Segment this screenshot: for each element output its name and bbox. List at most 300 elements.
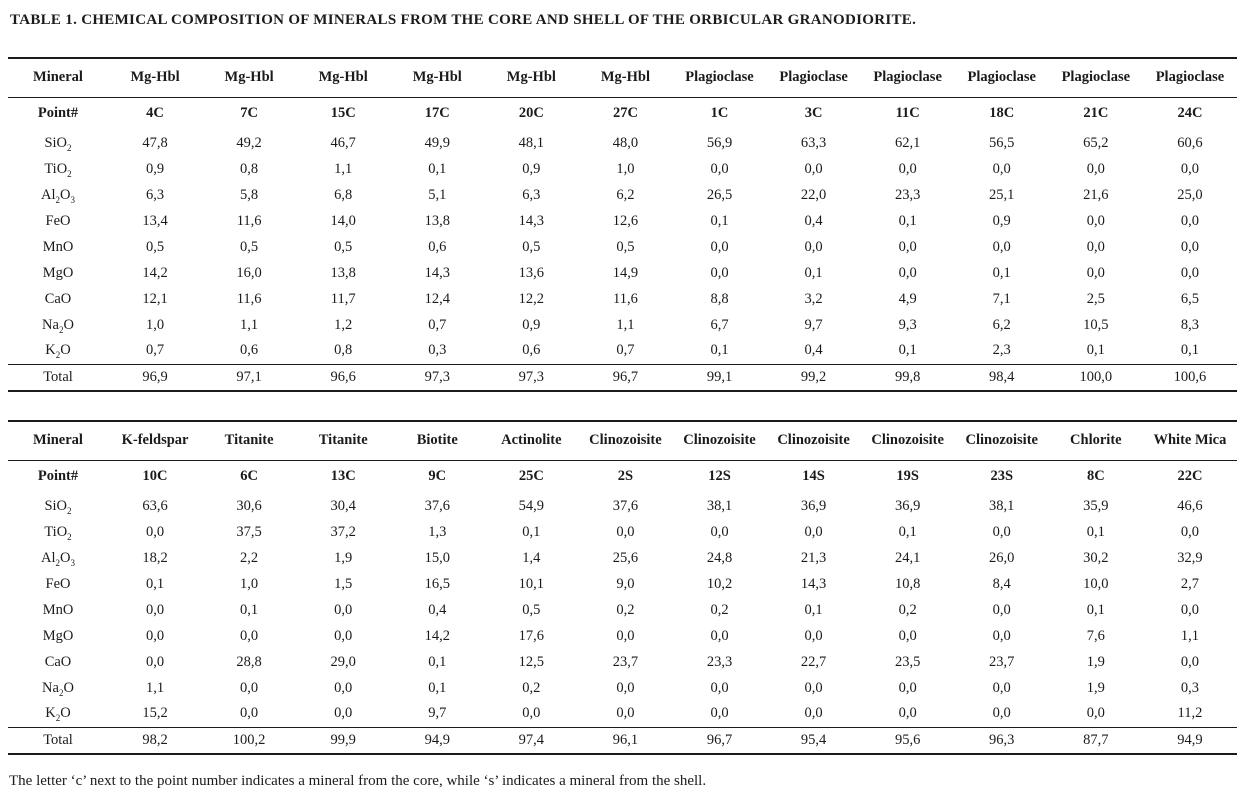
- value-cell: 11,2: [1177, 705, 1203, 722]
- total-row: [8, 364, 1237, 391]
- mineral-name-cell: Mg-Hbl: [390, 58, 484, 97]
- value-cell: 22,7: [800, 653, 827, 670]
- value-cell: 1,5: [334, 575, 353, 592]
- total-value-cell: 97,3: [390, 364, 484, 391]
- value-cell: 0,0: [1180, 601, 1199, 618]
- value-cell: 6,5: [1180, 290, 1199, 307]
- value-cell: 16,0: [236, 264, 262, 281]
- value-cell: 6,8: [334, 186, 353, 203]
- value-cell: 2,2: [240, 549, 259, 566]
- oxide-row-label: MgO: [42, 264, 74, 281]
- value-cell: 3,2: [804, 290, 823, 307]
- point-id-cell: 19S: [896, 468, 919, 485]
- value-cell: 22,0: [800, 186, 827, 203]
- value-cell: 0,0: [240, 627, 259, 644]
- value-cell: 14,2: [142, 264, 168, 281]
- value-cell: 0,9: [992, 212, 1011, 229]
- mineral-name-cell: Mg-Hbl: [484, 58, 578, 97]
- value-cell: 16,5: [424, 575, 450, 592]
- value-cell: 1,9: [1086, 679, 1105, 696]
- total-value-cell: 97,4: [484, 727, 578, 754]
- value-cell: 28,8: [236, 653, 262, 670]
- value-cell: 0,0: [1180, 264, 1199, 281]
- value-cell: 46,6: [1177, 497, 1203, 514]
- oxide-row: [8, 286, 1237, 312]
- value-cell: 24,1: [894, 549, 921, 566]
- value-cell: 56,5: [989, 134, 1015, 151]
- value-cell: 0,0: [334, 627, 353, 644]
- value-cell: 0,0: [522, 705, 541, 722]
- value-cell: 47,8: [142, 134, 168, 151]
- value-cell: 1,3: [428, 523, 447, 540]
- total-value-cell: 100,6: [1143, 364, 1237, 391]
- oxide-row-label: MnO: [42, 601, 74, 618]
- value-cell: 48,1: [518, 134, 545, 151]
- point-id-cell: 18C: [989, 105, 1015, 122]
- value-cell: 14,9: [612, 264, 639, 281]
- footnote: The letter ‘c’ next to the point number indicates a mineral from the core, while ‘s’ indicates a mineral from the shell.: [9, 773, 707, 789]
- total-value-cell: 99,1: [672, 364, 766, 391]
- oxide-row: [8, 493, 1237, 519]
- value-cell: 63,3: [800, 134, 827, 151]
- point-id-cell: 11C: [895, 105, 920, 122]
- point-id-cell: 25C: [518, 468, 544, 485]
- value-cell: 26,5: [706, 186, 733, 203]
- value-cell: 5,8: [240, 186, 259, 203]
- value-cell: 29,0: [330, 653, 356, 670]
- total-value-cell: 96,7: [578, 364, 672, 391]
- mineral-name-cell: K-feldspar: [108, 421, 202, 460]
- value-cell: 4,9: [898, 290, 917, 307]
- composition-table-1: [8, 57, 1237, 392]
- value-cell: 11,6: [236, 290, 262, 307]
- value-cell: 0,0: [710, 679, 729, 696]
- value-cell: 0,5: [616, 238, 635, 255]
- value-cell: 0,0: [898, 264, 917, 281]
- mineral-name-cell: Plagioclase: [672, 58, 766, 97]
- point-id-cell: 7C: [240, 105, 258, 122]
- mineral-name-cell: Mg-Hbl: [578, 58, 672, 97]
- mineral-name-cell: White Mica: [1143, 421, 1237, 460]
- total-value-cell: 99,8: [861, 364, 955, 391]
- total-value-cell: 100,0: [1049, 364, 1143, 391]
- point-id-cell: 12S: [708, 468, 731, 485]
- oxide-row-label: CaO: [44, 290, 72, 307]
- oxide-row: [8, 623, 1237, 649]
- oxide-row-label: FeO: [45, 575, 71, 592]
- value-cell: 6,3: [522, 186, 541, 203]
- value-cell: 0,0: [1086, 264, 1105, 281]
- value-cell: 0,0: [992, 238, 1011, 255]
- total-value-cell: 100,2: [202, 727, 296, 754]
- value-cell: 15,2: [142, 705, 168, 722]
- value-cell: 0,0: [1180, 160, 1199, 177]
- value-cell: 0,0: [616, 523, 635, 540]
- point-id-cell: 13C: [330, 468, 356, 485]
- value-cell: 13,8: [330, 264, 356, 281]
- value-cell: 7,1: [992, 290, 1011, 307]
- value-cell: 6,2: [992, 316, 1011, 333]
- total-value-cell: 98,2: [108, 727, 202, 754]
- total-value-cell: 94,9: [390, 727, 484, 754]
- value-cell: 0,3: [428, 342, 447, 359]
- mineral-name-cell: Titanite: [202, 421, 296, 460]
- total-value-cell: 96,6: [296, 364, 390, 391]
- value-cell: 0,0: [710, 264, 729, 281]
- value-cell: 0,0: [1086, 212, 1105, 229]
- value-cell: 0,0: [1086, 160, 1105, 177]
- mineral-name-cell: Plagioclase: [861, 58, 955, 97]
- value-cell: 6,7: [710, 316, 729, 333]
- mineral-name-cell: Clinozoisite: [861, 421, 955, 460]
- total-value-cell: 94,9: [1143, 727, 1237, 754]
- value-cell: 0,5: [145, 238, 165, 255]
- oxide-row: [8, 597, 1237, 623]
- value-cell: 0,0: [334, 705, 353, 722]
- value-cell: 0,0: [1086, 238, 1105, 255]
- oxide-row: [8, 519, 1237, 545]
- value-cell: 18,2: [142, 549, 168, 566]
- value-cell: 35,9: [1083, 497, 1109, 514]
- oxide-row-label: FeO: [45, 212, 71, 229]
- oxide-row-label: SiO$_2$: [44, 497, 72, 516]
- value-cell: 0,1: [804, 601, 823, 618]
- oxide-row-label: $Na_2O$: [42, 316, 74, 335]
- value-cell: 0,4: [804, 212, 823, 229]
- value-cell: 1,0: [616, 160, 635, 177]
- value-cell: 0,0: [804, 523, 823, 540]
- table-title: TABLE 1. CHEMICAL COMPOSITION OF MINERALS FROM THE CORE AND SHELL OF THE ORBICULAR GRANODIORITE.: [10, 12, 917, 28]
- total-value-cell: 95,4: [767, 727, 861, 754]
- value-cell: 1,9: [334, 549, 353, 566]
- value-cell: 0,0: [992, 679, 1011, 696]
- value-cell: 0,0: [616, 627, 635, 644]
- mineral-name-cell: Plagioclase: [955, 58, 1049, 97]
- value-cell: 0,0: [1180, 523, 1199, 540]
- total-value-cell: 96,7: [672, 727, 766, 754]
- value-cell: 12,1: [142, 290, 168, 307]
- value-cell: 8,4: [992, 575, 1011, 592]
- value-cell: 1,0: [240, 575, 259, 592]
- value-cell: 0,9: [522, 316, 541, 333]
- value-cell: 0,0: [898, 627, 917, 644]
- value-cell: 0,0: [992, 705, 1011, 722]
- value-cell: 5,1: [428, 186, 447, 203]
- value-cell: 1,2: [334, 316, 353, 333]
- point-header-row-label: Point#: [37, 105, 79, 122]
- oxide-row: [8, 182, 1237, 208]
- value-cell: 32,9: [1177, 549, 1203, 566]
- value-cell: 36,9: [894, 497, 921, 514]
- point-header-row-label: Point#: [37, 468, 79, 485]
- oxide-row-label: CaO: [44, 653, 72, 670]
- oxide-row-label: MnO: [42, 238, 74, 255]
- point-header-row: [8, 97, 1237, 130]
- value-cell: 0,1: [428, 679, 447, 696]
- value-cell: 0,3: [1180, 679, 1199, 696]
- point-id-cell: 20C: [518, 105, 544, 122]
- oxide-row-label: $Al_2O_3$: [41, 549, 75, 568]
- point-id-cell: 10C: [142, 468, 168, 485]
- value-cell: 0,1: [1086, 342, 1105, 359]
- value-cell: 0,0: [992, 160, 1011, 177]
- value-cell: 0,2: [710, 601, 729, 618]
- value-cell: 21,6: [1083, 186, 1109, 203]
- composition-table-2: [8, 420, 1237, 755]
- value-cell: 0,1: [710, 342, 729, 359]
- value-cell: 14,3: [424, 264, 450, 281]
- value-cell: 0,7: [428, 316, 447, 333]
- value-cell: 37,6: [424, 497, 450, 514]
- value-cell: 0,1: [898, 523, 917, 540]
- total-row: [8, 727, 1237, 754]
- value-cell: 0,5: [522, 601, 541, 618]
- value-cell: 0,1: [428, 160, 447, 177]
- mineral-name-cell: Plagioclase: [1143, 58, 1237, 97]
- value-cell: 0,5: [334, 238, 353, 255]
- total-value-cell: 98,4: [955, 364, 1049, 391]
- value-cell: 0,0: [145, 601, 165, 618]
- value-cell: 23,3: [706, 653, 733, 670]
- value-cell: 0,2: [616, 601, 635, 618]
- mineral-name-cell: Clinozoisite: [767, 421, 861, 460]
- value-cell: 0,0: [710, 627, 729, 644]
- value-cell: 13,4: [142, 212, 168, 229]
- value-cell: 0,0: [145, 627, 165, 644]
- mineral-name-cell: Mg-Hbl: [202, 58, 296, 97]
- value-cell: 17,6: [518, 627, 545, 644]
- value-cell: 0,5: [522, 238, 541, 255]
- mineral-header-row: [8, 58, 1237, 97]
- oxide-row-label: TiO$_2$: [44, 523, 72, 542]
- total-row-label: Total: [8, 727, 108, 754]
- total-value-cell: 99,9: [296, 727, 390, 754]
- total-value-cell: 96,1: [578, 727, 672, 754]
- value-cell: 14,3: [800, 575, 827, 592]
- mineral-name-cell: Clinozoisite: [955, 421, 1049, 460]
- point-id-cell: 15C: [330, 105, 356, 122]
- value-cell: 0,0: [616, 679, 635, 696]
- value-cell: 60,6: [1177, 134, 1203, 151]
- value-cell: 9,0: [616, 575, 635, 592]
- value-cell: 10,0: [1083, 575, 1109, 592]
- mineral-header-row-label: Mineral: [8, 58, 108, 97]
- value-cell: 0,0: [804, 238, 823, 255]
- value-cell: 0,0: [240, 705, 259, 722]
- value-cell: 0,0: [710, 238, 729, 255]
- value-cell: 1,1: [334, 160, 353, 177]
- mineral-name-cell: Biotite: [390, 421, 484, 460]
- value-cell: 10,8: [894, 575, 921, 592]
- oxide-row-label: SiO$_2$: [44, 134, 72, 153]
- value-cell: 56,9: [706, 134, 733, 151]
- value-cell: 0,1: [1180, 342, 1199, 359]
- value-cell: 46,7: [330, 134, 356, 151]
- value-cell: 2,3: [992, 342, 1011, 359]
- value-cell: 0,0: [804, 705, 823, 722]
- value-cell: 0,4: [804, 342, 823, 359]
- mineral-name-cell: Actinolite: [484, 421, 578, 460]
- value-cell: 0,0: [804, 627, 823, 644]
- value-cell: 0,0: [898, 705, 917, 722]
- point-id-cell: 27C: [612, 105, 638, 122]
- oxide-row: [8, 260, 1237, 286]
- value-cell: 0,0: [898, 238, 917, 255]
- value-cell: 9,7: [428, 705, 447, 722]
- value-cell: 8,3: [1180, 316, 1199, 333]
- value-cell: 63,6: [142, 497, 168, 514]
- value-cell: 0,0: [1180, 238, 1199, 255]
- point-id-cell: 6C: [240, 468, 258, 485]
- value-cell: 0,0: [145, 523, 165, 540]
- value-cell: 48,0: [612, 134, 639, 151]
- oxide-row-label: TiO$_2$: [44, 160, 72, 179]
- mineral-name-cell: Plagioclase: [1049, 58, 1143, 97]
- value-cell: 1,4: [522, 549, 541, 566]
- point-id-cell: 23S: [990, 468, 1014, 485]
- value-cell: 26,0: [989, 549, 1015, 566]
- total-value-cell: 96,9: [108, 364, 202, 391]
- value-cell: 0,1: [898, 342, 917, 359]
- value-cell: 0,0: [804, 679, 823, 696]
- mineral-name-cell: Chlorite: [1049, 421, 1143, 460]
- mineral-name-cell: Clinozoisite: [672, 421, 766, 460]
- value-cell: 0,6: [522, 342, 541, 359]
- oxide-row: [8, 130, 1237, 156]
- total-value-cell: 87,7: [1049, 727, 1143, 754]
- value-cell: 0,5: [240, 238, 259, 255]
- oxide-row-label: $Na_2O$: [42, 679, 74, 698]
- value-cell: 23,7: [612, 653, 639, 670]
- value-cell: 11,6: [613, 290, 638, 307]
- oxide-row: [8, 156, 1237, 182]
- oxide-row: [8, 338, 1237, 364]
- value-cell: 0,1: [710, 212, 729, 229]
- oxide-row: [8, 675, 1237, 701]
- value-cell: 2,7: [1180, 575, 1199, 592]
- value-cell: 10,2: [706, 575, 733, 592]
- value-cell: 0,8: [240, 160, 259, 177]
- value-cell: 0,1: [804, 264, 823, 281]
- value-cell: 0,9: [145, 160, 165, 177]
- oxide-row: [8, 649, 1237, 675]
- value-cell: 0,0: [1180, 653, 1199, 670]
- value-cell: 1,1: [616, 316, 635, 333]
- value-cell: 25,6: [612, 549, 639, 566]
- point-id-cell: 17C: [424, 105, 450, 122]
- value-cell: 0,8: [334, 342, 353, 359]
- value-cell: 0,2: [522, 679, 541, 696]
- value-cell: 1,1: [1180, 627, 1199, 644]
- value-cell: 24,8: [706, 549, 733, 566]
- total-value-cell: 97,3: [484, 364, 578, 391]
- value-cell: 14,3: [518, 212, 545, 229]
- total-value-cell: 96,3: [955, 727, 1049, 754]
- total-row-label: Total: [8, 364, 108, 391]
- mineral-name-cell: Mg-Hbl: [296, 58, 390, 97]
- value-cell: 23,5: [894, 653, 921, 670]
- value-cell: 12,4: [424, 290, 450, 307]
- value-cell: 0,0: [992, 523, 1011, 540]
- value-cell: 0,0: [898, 160, 917, 177]
- value-cell: 0,6: [428, 238, 447, 255]
- mineral-name-cell: Plagioclase: [767, 58, 861, 97]
- value-cell: 6,3: [145, 186, 165, 203]
- value-cell: 49,9: [424, 134, 450, 151]
- point-id-cell: 2S: [617, 468, 634, 485]
- value-cell: 11,6: [236, 212, 262, 229]
- value-cell: 12,2: [518, 290, 545, 307]
- value-cell: 0,0: [804, 160, 823, 177]
- value-cell: 21,3: [800, 549, 827, 566]
- value-cell: 0,1: [428, 653, 447, 670]
- point-id-cell: 4C: [146, 105, 164, 122]
- oxide-row: [8, 208, 1237, 234]
- oxide-row-label: MgO: [42, 627, 74, 644]
- value-cell: 9,3: [898, 316, 917, 333]
- oxide-row-label: $K_2O$: [45, 342, 71, 361]
- point-id-cell: 1C: [710, 105, 729, 122]
- value-cell: 10,1: [518, 575, 545, 592]
- value-cell: 37,6: [612, 497, 639, 514]
- point-id-cell: 8C: [1086, 468, 1105, 485]
- value-cell: 62,1: [894, 134, 921, 151]
- value-cell: 8,8: [710, 290, 729, 307]
- value-cell: 0,0: [334, 679, 353, 696]
- point-id-cell: 9C: [428, 468, 447, 485]
- value-cell: 7,6: [1086, 627, 1105, 644]
- value-cell: 0,9: [522, 160, 541, 177]
- mineral-header-row-label: Mineral: [8, 421, 108, 460]
- point-id-cell: 22C: [1177, 468, 1203, 485]
- value-cell: 0,2: [898, 601, 917, 618]
- value-cell: 38,1: [706, 497, 733, 514]
- value-cell: 0,0: [334, 601, 353, 618]
- value-cell: 0,0: [240, 679, 259, 696]
- total-value-cell: 95,6: [861, 727, 955, 754]
- value-cell: 30,6: [236, 497, 262, 514]
- value-cell: 1,9: [1086, 653, 1105, 670]
- value-cell: 36,9: [800, 497, 827, 514]
- total-value-cell: 97,1: [202, 364, 296, 391]
- value-cell: 0,4: [428, 601, 447, 618]
- value-cell: 0,7: [145, 342, 165, 359]
- value-cell: 0,6: [240, 342, 259, 359]
- value-cell: 25,0: [1177, 186, 1203, 203]
- mineral-header-row: [8, 421, 1237, 460]
- value-cell: 0,0: [710, 160, 729, 177]
- value-cell: 10,5: [1083, 316, 1109, 333]
- value-cell: 1,0: [145, 316, 165, 333]
- value-cell: 15,0: [424, 549, 450, 566]
- oxide-row: [8, 234, 1237, 260]
- value-cell: 1,1: [145, 679, 165, 696]
- value-cell: 0,0: [992, 601, 1011, 618]
- value-cell: 0,0: [1180, 212, 1199, 229]
- mineral-name-cell: Mg-Hbl: [108, 58, 202, 97]
- point-header-row: [8, 460, 1237, 493]
- value-cell: 0,1: [240, 601, 259, 618]
- value-cell: 65,2: [1083, 134, 1109, 151]
- value-cell: 0,7: [616, 342, 635, 359]
- value-cell: 25,1: [989, 186, 1015, 203]
- value-cell: 12,6: [612, 212, 639, 229]
- oxide-row-label: $Al_2O_3$: [41, 186, 75, 205]
- value-cell: 37,2: [330, 523, 356, 540]
- point-id-cell: 3C: [804, 105, 823, 122]
- value-cell: 0,0: [145, 653, 165, 670]
- value-cell: 0,1: [992, 264, 1011, 281]
